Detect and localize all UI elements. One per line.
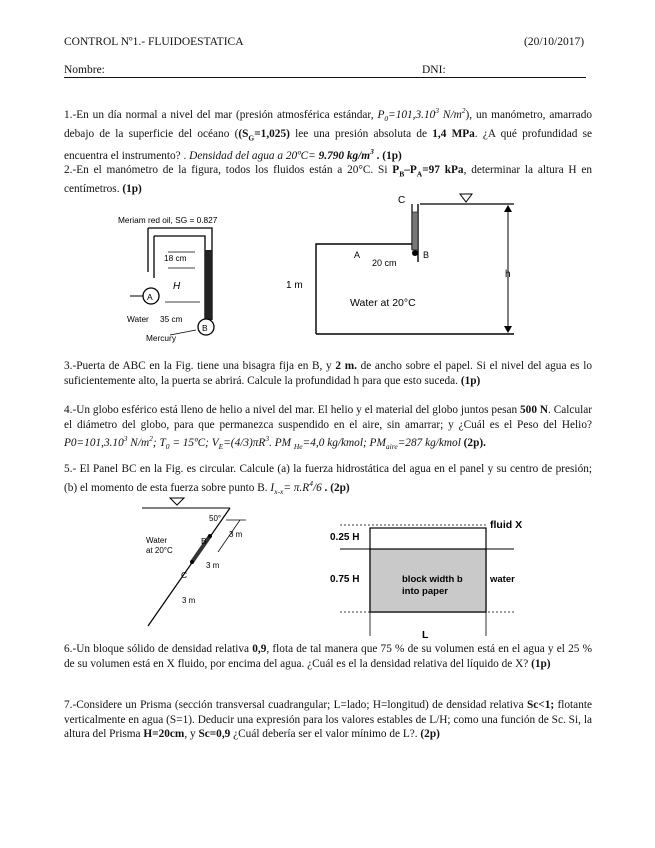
dni-label: DNI: bbox=[422, 64, 446, 76]
dim-3m-2: 3 m bbox=[206, 561, 220, 570]
water-label: Water at 20°C bbox=[350, 297, 416, 309]
manometer-figure bbox=[110, 210, 230, 345]
water-label: Water bbox=[127, 314, 149, 324]
water-label: water bbox=[490, 574, 515, 585]
dim-h: H bbox=[173, 281, 181, 292]
point-b-label: B bbox=[202, 323, 208, 333]
block-width-label: block width b bbox=[402, 574, 463, 585]
question-4-text: N/m bbox=[127, 436, 150, 449]
question-7-text: flotante verticalmente en agua (S=1). Deducir una expresión para los valores estables de L/H; como una función de Sc. Si, la altura del Prisma bbox=[64, 699, 592, 740]
question-4-text: =4,0 kg/kmol; PM bbox=[302, 436, 386, 449]
question-4-text: E bbox=[218, 442, 224, 452]
question-2-text: P bbox=[392, 164, 400, 176]
name-label: Nombre: bbox=[64, 64, 105, 76]
question-4-text: 3 bbox=[265, 434, 270, 443]
question-5-text: . (2p) bbox=[321, 481, 350, 494]
question-4-text: 2 bbox=[149, 434, 153, 443]
question-4-text: P0=101,3.10 bbox=[64, 436, 124, 449]
question-7-text: Sc<1; bbox=[526, 699, 555, 711]
question-3 bbox=[64, 359, 592, 388]
question-4-text: . Calcular el diámetro del globo, para que permanezca suspendido en el aire, sin amarrar; y ¿Cuál es el Peso del Helio? bbox=[64, 404, 593, 431]
question-4-text: (2p). bbox=[460, 436, 486, 449]
question-4-text: aire bbox=[385, 442, 398, 452]
question-7-text: 7.-Considere un Prisma (sección transversal cuadrangular; L=lado; H=longitud) de densidad relativa bbox=[64, 699, 527, 711]
question-7-text: Sc=0,9 bbox=[198, 728, 231, 740]
angle-label: 50° bbox=[209, 514, 222, 523]
question-5-text: 4 bbox=[309, 478, 313, 488]
question-4-text: =(4/3)πR bbox=[223, 436, 266, 449]
question-6-text: 6.-Un bloque sólido de densidad relativa bbox=[64, 643, 253, 655]
question-1-text: =1,025) bbox=[254, 127, 290, 140]
water-label-1: Water bbox=[146, 536, 168, 545]
question-1-text: ), un manómetro, amarrado debajo de la superficie del océano ( bbox=[64, 108, 592, 140]
dni-underline bbox=[422, 77, 586, 78]
question-4-text: He bbox=[293, 442, 303, 452]
question-2-text: (1p) bbox=[122, 182, 142, 195]
question-6-text: (1p) bbox=[531, 657, 551, 670]
question-7-text: (2p) bbox=[420, 728, 440, 740]
dim-h: h bbox=[505, 269, 511, 280]
block-figure bbox=[326, 512, 531, 640]
gate-figure bbox=[282, 192, 532, 340]
question-5-text: 5.- El Panel BC en la Fig. es circular. Calcule (a) la fuerza hidrostática del agua en el panel y su centro de presión; (b) el momento de esta fuerza sobre punto B. bbox=[64, 463, 592, 494]
name-underline bbox=[64, 77, 424, 78]
question-1 bbox=[64, 104, 592, 164]
dim-1m: 1 m bbox=[286, 280, 303, 291]
oil-label: Meriam red oil, SG = 0.827 bbox=[118, 215, 218, 225]
question-4-text: 500 N bbox=[520, 404, 549, 416]
question-6-text: 0,9 bbox=[252, 643, 267, 655]
question-1-text: =101,3.10 bbox=[388, 108, 436, 121]
question-2-text: =97 kPa bbox=[422, 164, 464, 176]
question-4 bbox=[64, 403, 592, 455]
mercury-label: Mercury bbox=[146, 333, 176, 343]
question-7-text: H=20cm bbox=[143, 728, 185, 740]
fluid-x-label: fluid X bbox=[490, 519, 523, 531]
question-3-text: de ancho sobre el papel. Si el nivel del agua es lo suficientemente alto, la puerta se abrirá. Calcule la profundidad h para que esto suceda. bbox=[64, 360, 592, 387]
question-6 bbox=[64, 642, 592, 671]
question-7-text: ¿Cuál debería ser el valor mínimo de L?. bbox=[230, 728, 421, 740]
question-4-text: =287 kg/kmol bbox=[397, 436, 461, 449]
question-1-text: P bbox=[377, 108, 385, 121]
question-2-text: B bbox=[399, 169, 405, 179]
question-5-text: = π.R bbox=[283, 481, 310, 494]
question-1-text: . ¿A qué profundidad se encuentra el instrumento? . bbox=[64, 127, 592, 163]
question-4-text: 4.-Un globo esférico está lleno de helio a nivel del mar. El helio y el material del globo juntos pesan bbox=[64, 404, 521, 416]
point-b-label: B bbox=[423, 250, 430, 260]
question-1-text: (S bbox=[238, 127, 249, 140]
upper-fraction-label: 0.25 H bbox=[330, 532, 360, 543]
exam-date: (20/10/2017) bbox=[524, 36, 585, 48]
question-3-text: 3.-Puerta de ABC en la Fig. tiene una bisagra fija en B, y bbox=[64, 360, 336, 372]
dim-20cm: 20 cm bbox=[372, 258, 397, 268]
question-4-text: ; T bbox=[152, 436, 166, 449]
dim-18cm: 18 cm bbox=[164, 253, 187, 263]
question-3-text: (1p) bbox=[460, 374, 481, 387]
question-1-text: G bbox=[248, 132, 255, 142]
exam-title: CONTROL Nº1.- FLUIDOESTATICA bbox=[64, 36, 244, 48]
question-5-text: /6 bbox=[312, 481, 322, 494]
question-5 bbox=[64, 462, 592, 499]
question-1-text: 9.790 kg/m bbox=[318, 150, 371, 163]
question-7 bbox=[64, 698, 592, 742]
question-1-text: 3 bbox=[435, 106, 440, 115]
question-7-text: , y bbox=[184, 728, 199, 740]
point-c-label: C bbox=[398, 195, 406, 206]
point-a-label: A bbox=[147, 292, 153, 302]
question-1-text: 3 bbox=[370, 147, 374, 157]
question-1-text: 2 bbox=[461, 106, 466, 115]
question-1-text: 1,4 MPa bbox=[432, 127, 475, 140]
question-4-text: = 15ºC; V bbox=[169, 436, 219, 449]
question-1-text: lee una presión absoluta de bbox=[289, 127, 433, 140]
question-4-text: 3 bbox=[123, 434, 128, 443]
question-1-text: N/m bbox=[439, 108, 462, 121]
question-6-text: , flota de tal manera que 75 % de su volumen está en el agua y el 25 % de su volumen está en X fluido, por encima del agua. ¿Cuál es el la densidad relativa del líquido de X? bbox=[64, 643, 592, 670]
question-4-text: 0 bbox=[165, 442, 170, 452]
dim-3m-1: 3 m bbox=[229, 530, 243, 539]
question-1-text: 1.-En un día normal a nivel del mar (presión atmosférica estándar, bbox=[64, 108, 378, 121]
panel-figure bbox=[140, 496, 290, 638]
point-c-label: C bbox=[181, 570, 188, 580]
question-2-text: –P bbox=[404, 164, 417, 176]
question-3-text: 2 m. bbox=[335, 360, 357, 372]
question-5-text: I bbox=[270, 481, 275, 494]
point-a-label: A bbox=[354, 250, 361, 260]
water-label-2: at 20°C bbox=[146, 546, 173, 555]
dim-3m-3: 3 m bbox=[182, 596, 196, 605]
question-2-text: , determinar la altura H en centímetros. bbox=[64, 164, 593, 195]
point-b-label: B bbox=[201, 536, 207, 546]
lower-fraction-label: 0.75 H bbox=[330, 574, 360, 585]
side-length-label: L bbox=[422, 629, 429, 641]
question-5-text: x-x bbox=[274, 486, 284, 496]
question-1-text: Densidad del agua a 20ºC= bbox=[189, 150, 319, 163]
question-1-text: 0 bbox=[384, 114, 389, 124]
question-1-text: . (1p) bbox=[373, 150, 402, 163]
question-2-text: 2.-En el manómetro de la figura, todos los fluidos están a 20°C. Si bbox=[64, 164, 393, 176]
question-4-text: . PM bbox=[269, 436, 294, 449]
dim-35cm: 35 cm bbox=[160, 314, 183, 324]
into-paper-label: into paper bbox=[402, 586, 448, 597]
question-2-text: A bbox=[416, 169, 423, 179]
